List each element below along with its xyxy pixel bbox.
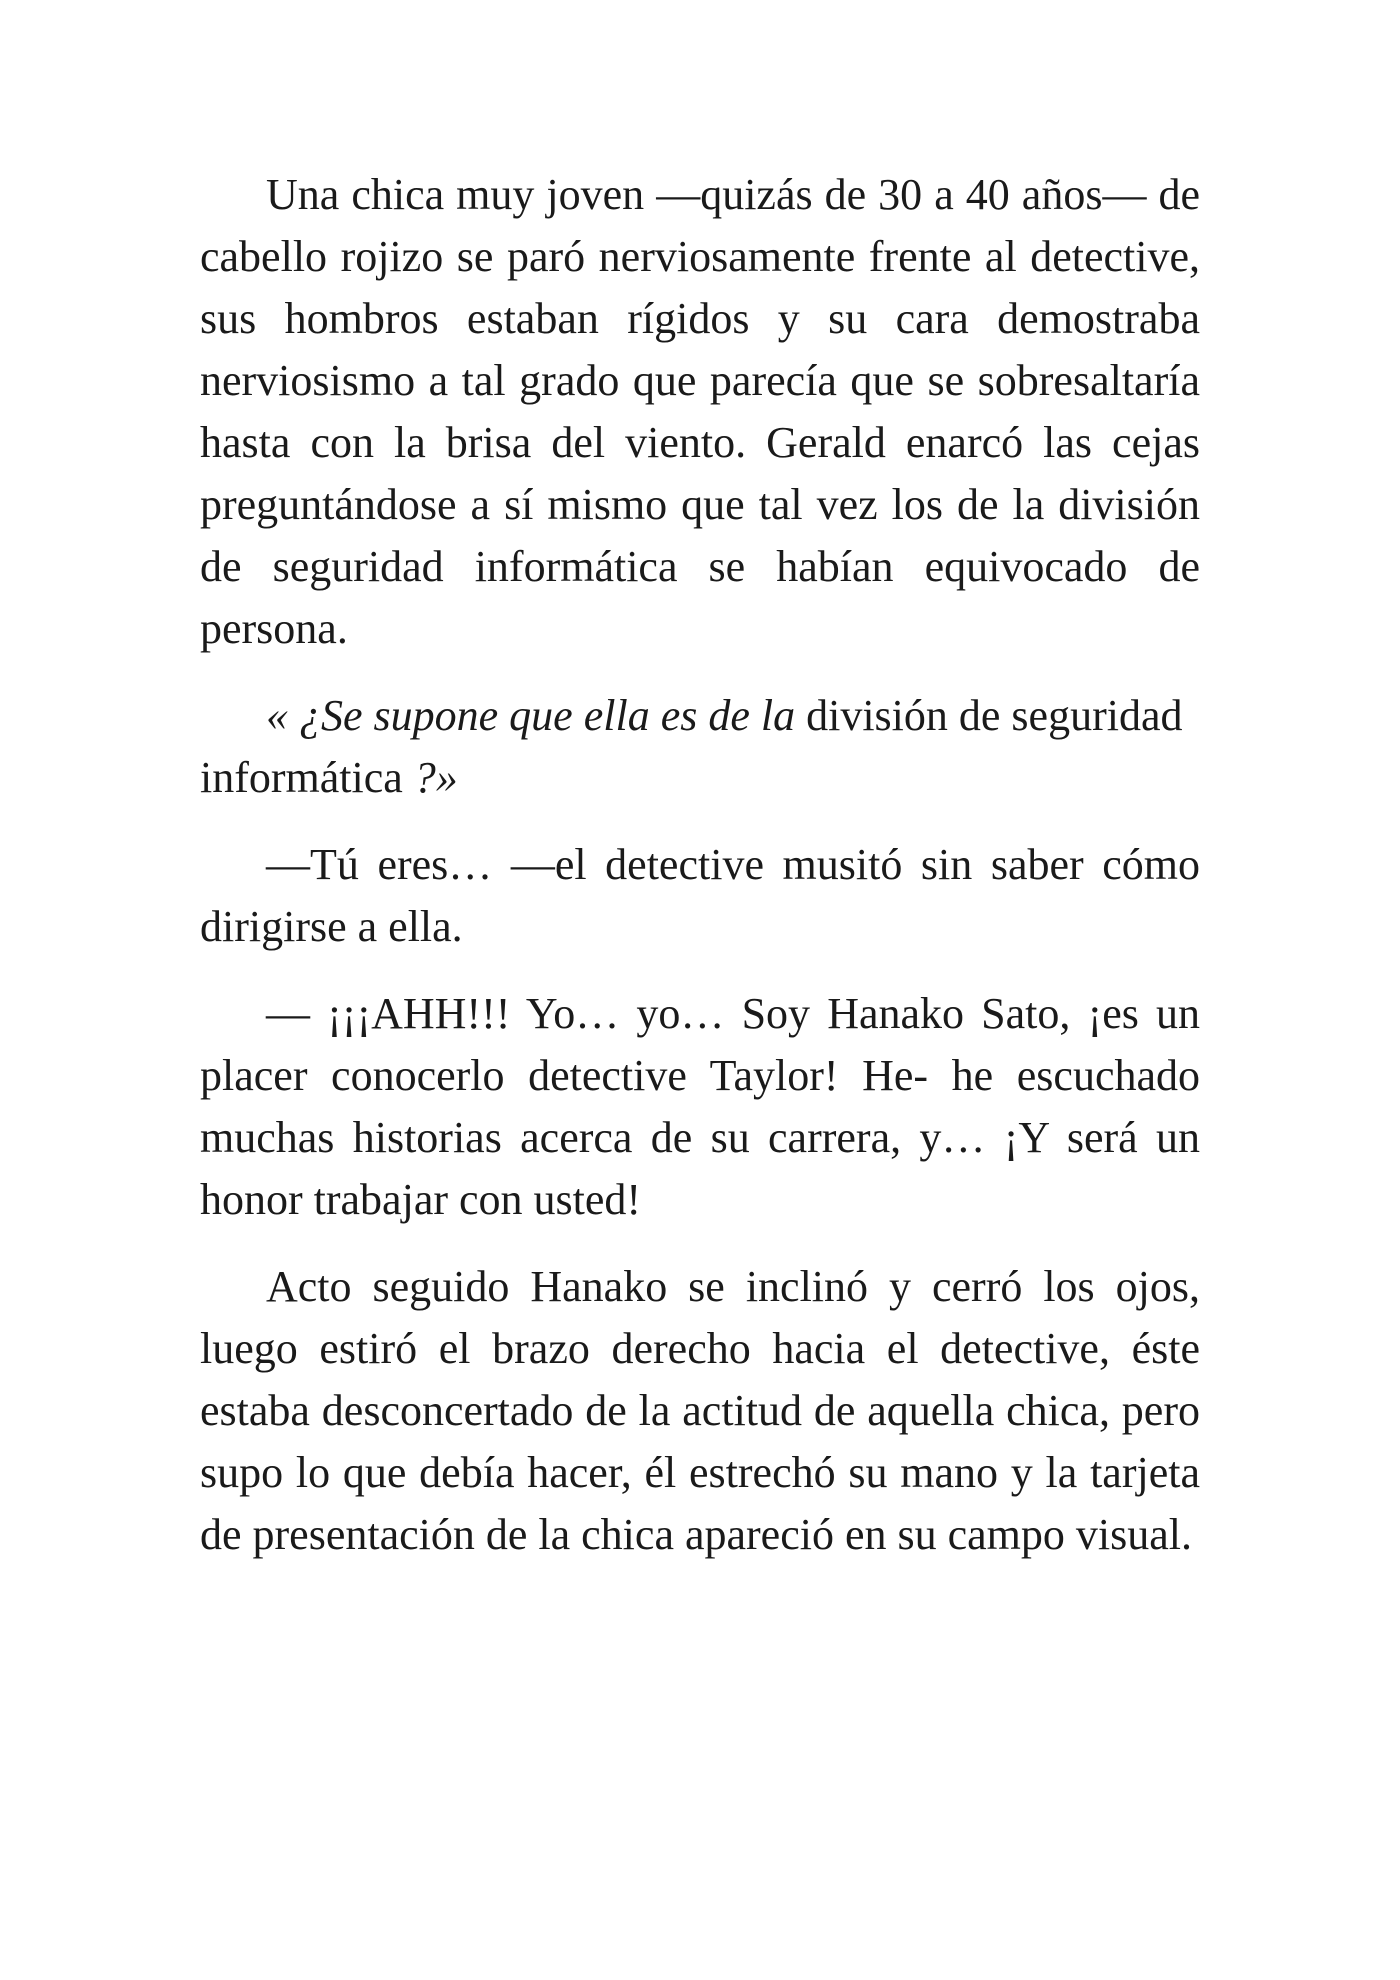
paragraph-dialogue-2: — ¡¡¡AHH!!! Yo… yo… Soy Hanako Sato, ¡es un placer conocerlo detective Taylor! He- he escuchado muchas historias acerca de su carrera, y… ¡Y será un honor trabajar con usted! <box>200 989 1200 1224</box>
thought-roman-text: división de seguridad informática <box>200 691 1183 802</box>
paragraph-narration-1: Una chica muy joven —quizás de 30 a 40 años— de cabello rojizo se paró nerviosamente frente al detective, sus hombros estaban rígidos y su cara demostraba nerviosismo a tal grado que parecía que se sobresaltaría hasta con la brisa del viento. Gerald enarcó las cejas preguntándose a sí mismo que tal vez los de la división de seguridad informática se habían equivocado de persona. <box>200 170 1200 653</box>
thought-italic-end: ?» <box>413 753 458 802</box>
body-text <box>200 164 1200 1591</box>
paragraph-thought <box>200 685 1200 809</box>
thought-italic-text: « ¿Se supone que ella es de la <box>266 691 796 740</box>
paragraph-narration-2: Acto seguido Hanako se inclinó y cerró los ojos, luego estiró el brazo derecho hacia el detective, éste estaba desconcertado de la actitud de aquella chica, pero supo lo que debía hacer, él estrechó su mano y la tarjeta de presentación de la chica apareció en su campo visual. <box>200 1262 1200 1559</box>
paragraph-dialogue-1: —Tú eres… —el detective musitó sin saber cómo dirigirse a ella. <box>200 840 1200 951</box>
